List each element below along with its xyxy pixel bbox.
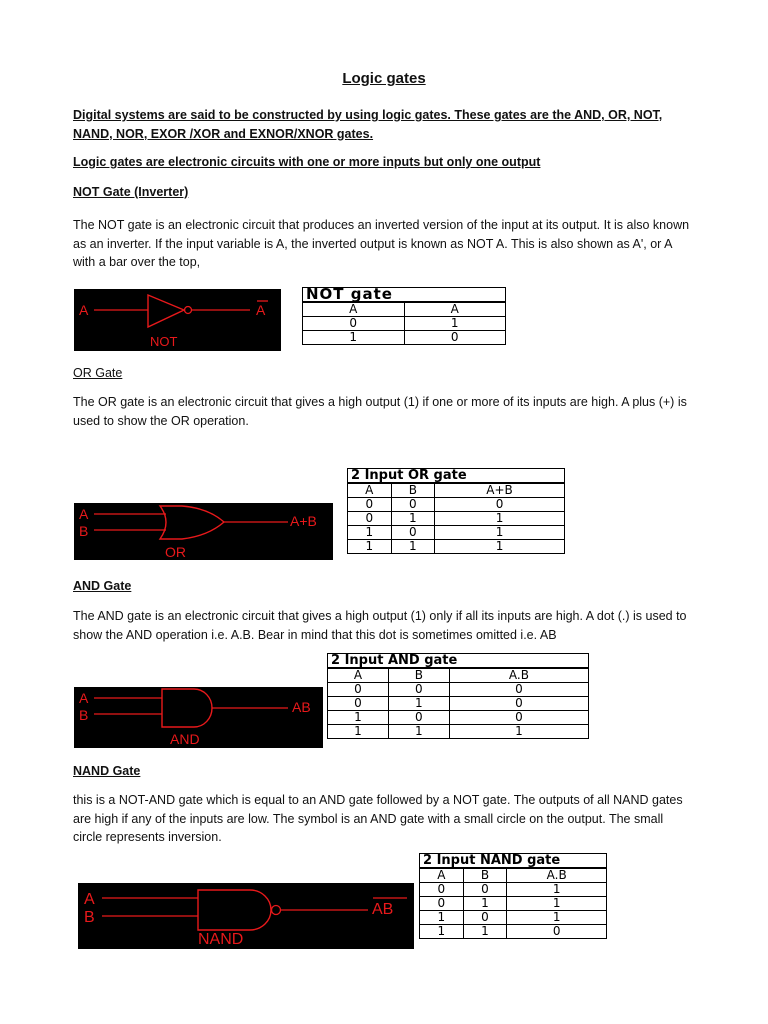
table-row xyxy=(348,498,565,512)
and-heading: AND Gate xyxy=(73,579,132,593)
table-cell: 1 xyxy=(328,711,389,725)
table-row xyxy=(420,897,607,911)
or-gate-label: OR xyxy=(165,544,186,560)
table-cell: 0 xyxy=(463,883,507,897)
or-input-b-label: B xyxy=(79,523,89,539)
table-row xyxy=(348,512,565,526)
or-table-title: 2 Input OR gate xyxy=(348,469,565,484)
table-row xyxy=(348,526,565,540)
table-row xyxy=(328,683,589,697)
table-row xyxy=(420,925,607,939)
table-cell: 0 xyxy=(303,317,405,331)
table-cell: 0 xyxy=(348,512,392,526)
nand-heading: NAND Gate xyxy=(73,764,141,778)
table-cell: 0 xyxy=(328,683,389,697)
nand-table-title: 2 Input NAND gate xyxy=(420,854,607,869)
table-header: $\overline{A}$ xyxy=(404,302,506,317)
table-cell: 0 xyxy=(507,925,607,939)
table-cell: 0 xyxy=(404,331,506,345)
table-cell: 1 xyxy=(348,540,392,554)
intro-text: Digital systems are said to be constructed by using logic gates. These gates are the AND, OR, NOT, NAND, NOR, EXOR /XOR and EXNOR/XNOR gates. xyxy=(73,108,663,141)
table-cell: 1 xyxy=(348,526,392,540)
and-truth-table xyxy=(327,653,589,739)
table-cell: 1 xyxy=(388,725,449,739)
and-description: The AND gate is an electronic circuit that gives a high output (1) only if all its inputs are high. A dot (.) is used to show the AND operation i.e. A.B. Bear in mind that this dot is sometimes omitted i.e. AB xyxy=(73,609,687,642)
table-cell: 1 xyxy=(507,897,607,911)
table-header: A+B xyxy=(435,483,565,498)
table-cell: 1 xyxy=(391,540,435,554)
table-cell: 1 xyxy=(391,512,435,526)
table-row xyxy=(303,331,506,345)
table-cell: 1 xyxy=(328,725,389,739)
table-cell: 0 xyxy=(463,911,507,925)
and-gate-diagram xyxy=(74,687,323,748)
or-gate-diagram xyxy=(74,503,333,560)
table-cell: 1 xyxy=(404,317,506,331)
table-row xyxy=(328,725,589,739)
and-output-label: AB xyxy=(292,699,311,715)
nand-input-a-label: A xyxy=(84,891,95,908)
table-cell: 1 xyxy=(435,512,565,526)
or-input-a-label: A xyxy=(79,506,89,522)
table-row xyxy=(348,540,565,554)
table-header: B xyxy=(463,868,507,883)
table-row xyxy=(303,317,506,331)
table-cell: 1 xyxy=(435,540,565,554)
nand-input-b-label: B xyxy=(84,909,95,926)
not-description: The NOT gate is an electronic circuit that produces an inverted version of the input at its output. It is also known as an inverter. If the input variable is A, the inverted output is known as NOT A. This is also shown as A', or A with a bar over the top, xyxy=(73,218,690,269)
table-cell: 0 xyxy=(420,883,464,897)
table-header: A xyxy=(420,868,464,883)
table-cell: 0 xyxy=(391,498,435,512)
not-gate-diagram xyxy=(74,289,281,351)
not-truth-table xyxy=(302,287,506,345)
table-cell: 0 xyxy=(348,498,392,512)
intro-text-2: Logic gates are electronic circuits with one or more inputs but only one output xyxy=(73,155,541,169)
and-gate-label: AND xyxy=(170,731,200,747)
table-cell: 0 xyxy=(449,697,588,711)
table-cell: 1 xyxy=(463,925,507,939)
table-cell: 1 xyxy=(388,697,449,711)
table-row xyxy=(420,883,607,897)
and-input-b-label: B xyxy=(79,707,89,723)
table-cell: 1 xyxy=(435,526,565,540)
table-cell: 0 xyxy=(388,711,449,725)
not-heading: NOT Gate (Inverter) xyxy=(73,185,189,199)
table-cell: 0 xyxy=(449,711,588,725)
table-cell: 0 xyxy=(449,683,588,697)
table-cell: 1 xyxy=(463,897,507,911)
not-input-label: A xyxy=(79,302,89,318)
table-cell: 1 xyxy=(420,925,464,939)
table-cell: 0 xyxy=(388,683,449,697)
table-header: A xyxy=(303,302,405,317)
nand-gate-label: NAND xyxy=(198,931,244,948)
table-row xyxy=(328,697,589,711)
not-table-title: NOT gate xyxy=(303,288,506,303)
not-output-label: A xyxy=(256,302,266,318)
table-cell: 0 xyxy=(420,897,464,911)
or-heading: OR Gate xyxy=(73,366,123,380)
nand-truth-table xyxy=(419,853,607,939)
nand-gate-diagram xyxy=(78,883,414,949)
page-title: Logic gates xyxy=(342,70,426,87)
or-truth-table xyxy=(347,468,565,554)
nand-description: this is a NOT-AND gate which is equal to an AND gate followed by a NOT gate. The outputs of all NAND gates are high if any of the inputs are low. The symbol is an AND gate with a small circle on the output. The small circle represents inversion. xyxy=(73,793,683,844)
table-cell: 1 xyxy=(420,911,464,925)
table-header: A xyxy=(348,483,392,498)
table-cell: 0 xyxy=(391,526,435,540)
table-header: A.B xyxy=(507,868,607,883)
table-cell: 1 xyxy=(449,725,588,739)
table-cell: 1 xyxy=(507,883,607,897)
table-cell: 1 xyxy=(303,331,405,345)
table-cell: 0 xyxy=(328,697,389,711)
table-row xyxy=(328,711,589,725)
or-description: The OR gate is an electronic circuit that gives a high output (1) if one or more of its inputs are high. A plus (+) is used to show the OR operation. xyxy=(73,395,687,428)
or-output-label: A+B xyxy=(290,513,317,529)
not-gate-label: NOT xyxy=(150,334,178,349)
table-cell: 1 xyxy=(507,911,607,925)
table-cell: 0 xyxy=(435,498,565,512)
table-row xyxy=(420,911,607,925)
and-table-title: 2 Input AND gate xyxy=(328,654,589,669)
table-header: A xyxy=(328,668,389,683)
table-header: B xyxy=(391,483,435,498)
nand-output-label: AB xyxy=(372,901,394,918)
table-header: A.B xyxy=(449,668,588,683)
and-input-a-label: A xyxy=(79,690,89,706)
table-header: B xyxy=(388,668,449,683)
